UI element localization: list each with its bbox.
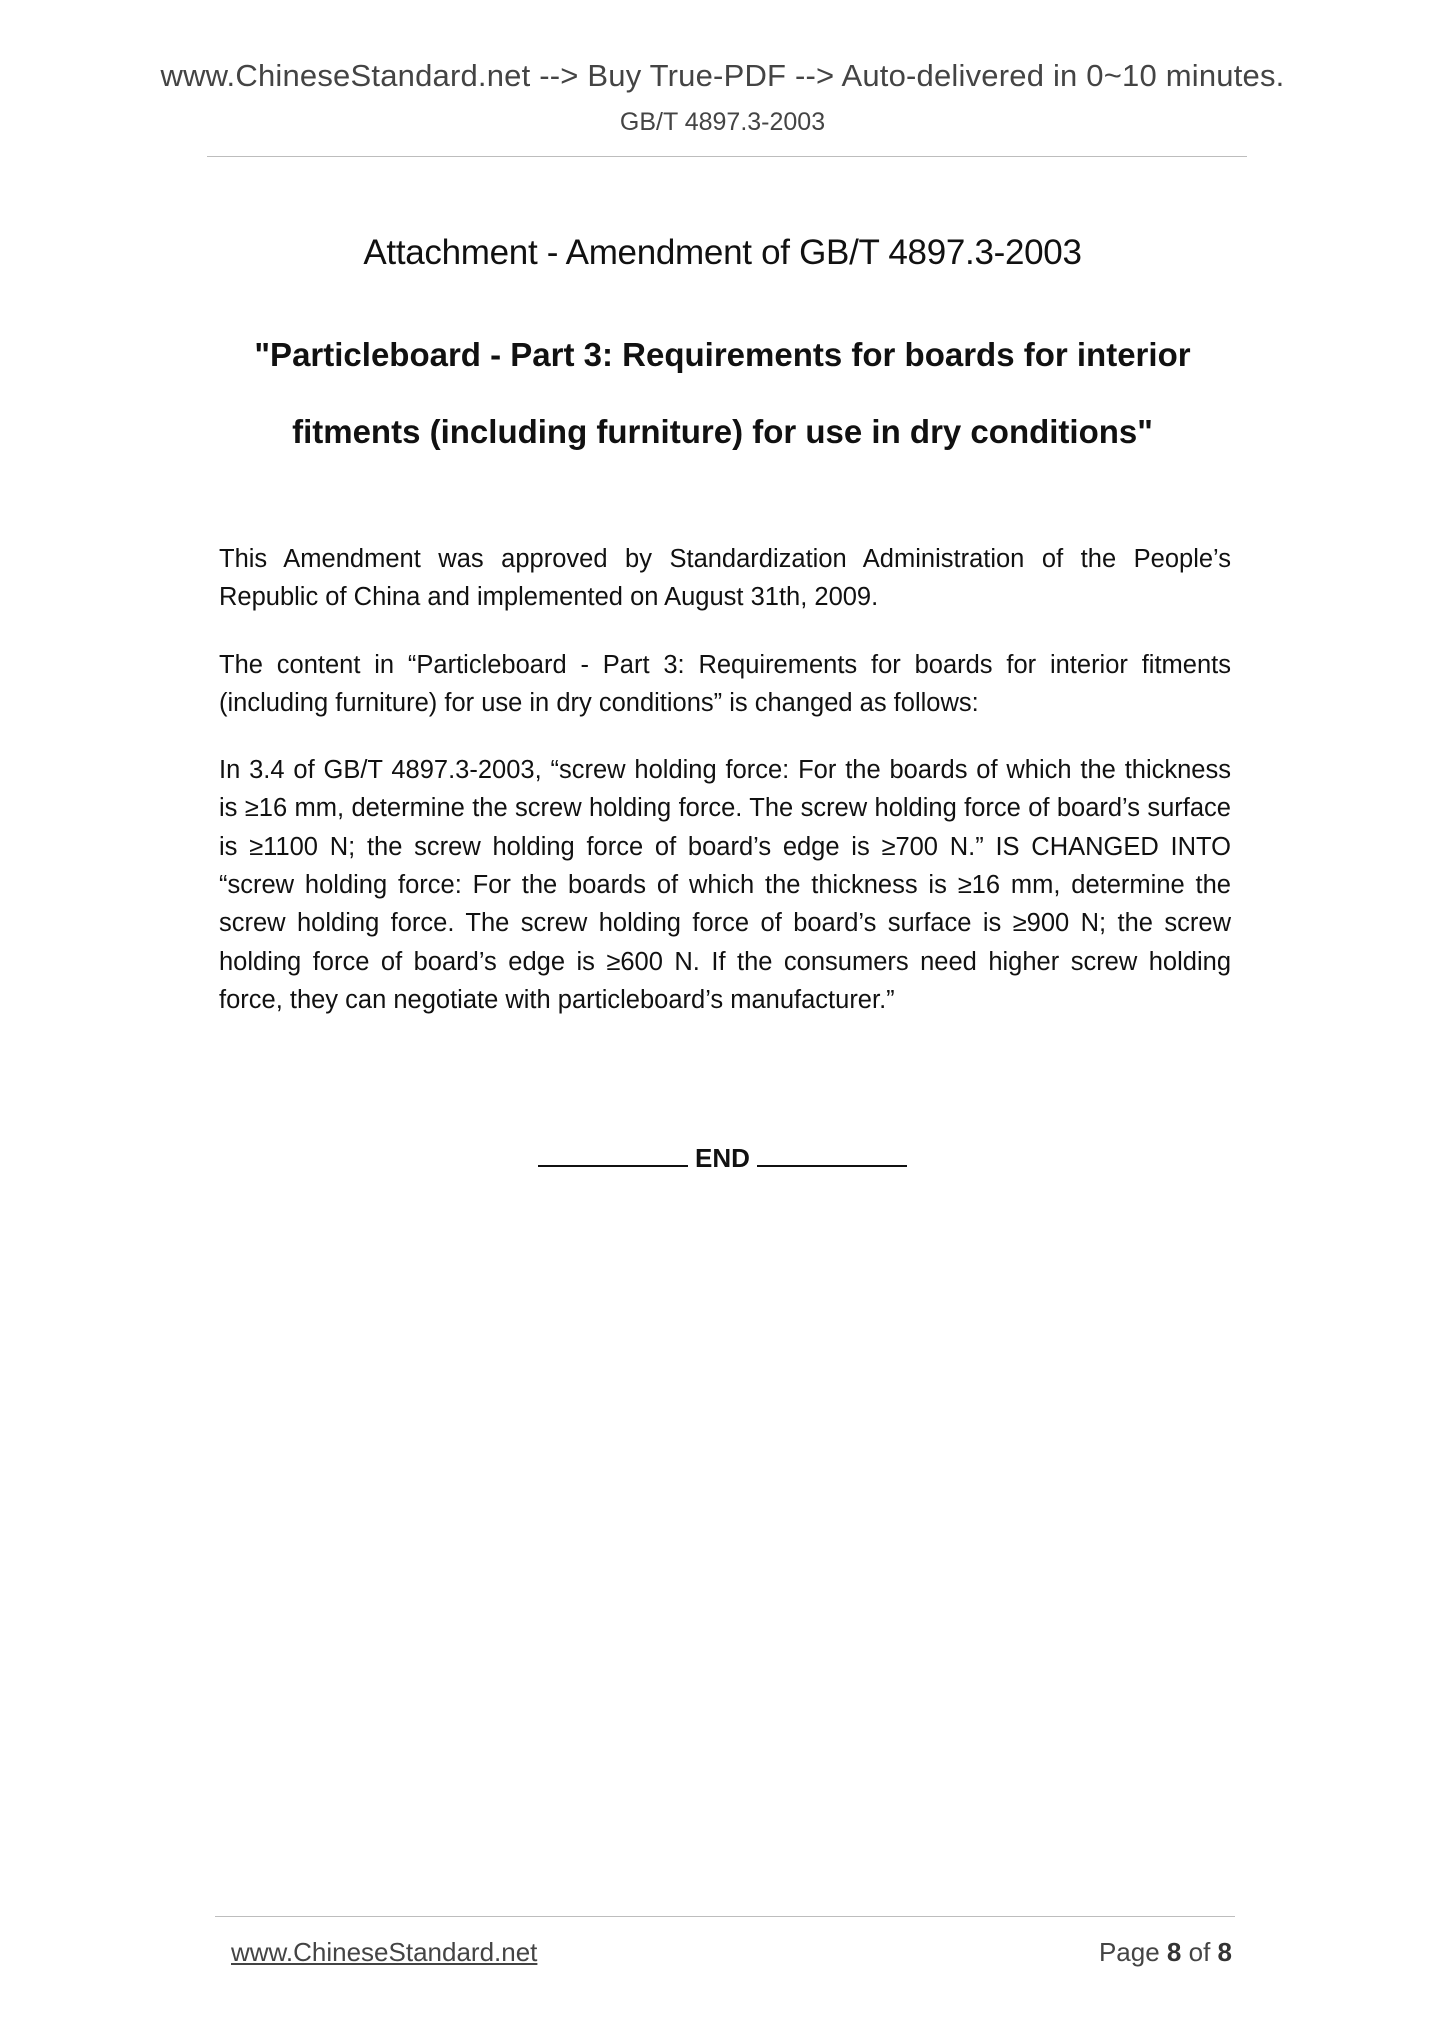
end-right-rule — [757, 1143, 907, 1167]
page-of: of — [1188, 1937, 1211, 1967]
approval-paragraph: This Amendment was approved by Standardization Administration of the People’s Republic of China and implemented on August 31th, 2009. — [219, 545, 1231, 612]
amendment-body — [219, 540, 1231, 1048]
page-word: Page — [1098, 1937, 1160, 1967]
change-intro-paragraph: The content in “Particleboard - Part 3: Requirements for boards for interior fitments (including furniture) for use in dry conditions” is changed as follows: — [219, 650, 1231, 717]
page-total: 8 — [1217, 1937, 1232, 1967]
header-standard-code: GB/T 4897.3-2003 — [619, 108, 826, 136]
document-title-line1: "Particleboard - Part 3: Requirements for boards for interior — [254, 336, 1191, 373]
end-marker — [0, 1143, 1445, 1174]
footer-site-link[interactable]: www.ChineseStandard.net — [231, 1937, 538, 1967]
page-current: 8 — [1166, 1937, 1182, 1967]
document-title-line2: fitments (including furniture) for use in dry conditions" — [292, 413, 1153, 450]
end-left-rule — [538, 1143, 688, 1167]
header-divider — [207, 156, 1247, 157]
footer-divider — [215, 1916, 1235, 1917]
change-detail-paragraph: In 3.4 of GB/T 4897.3-2003, “screw holding force: For the boards of which the thickness is ≥16 mm, determine the screw holding force. The screw holding force of board’s surface is ≥1100 N; the screw holding force of board’s edge is ≥700 N.” IS CHANGED INTO “screw holding force: For the boards of which the thickness is ≥16 mm, determine the screw holding force. The screw holding force of board’s surface is ≥900 N; the screw holding force of board’s edge is ≥600 N. If the consumers need higher screw holding force, they can negotiate with particleboard’s manufacturer.” — [219, 756, 1231, 1014]
page-number — [1099, 1937, 1232, 1968]
document-title — [0, 316, 1445, 470]
end-label: END — [695, 1143, 750, 1173]
attachment-title: Attachment - Amendment of GB/T 4897.3-2003 — [363, 233, 1082, 272]
header-banner: www.ChineseStandard.net --> Buy True-PDF --> Auto-delivered in 0~10 minutes. — [160, 58, 1285, 93]
